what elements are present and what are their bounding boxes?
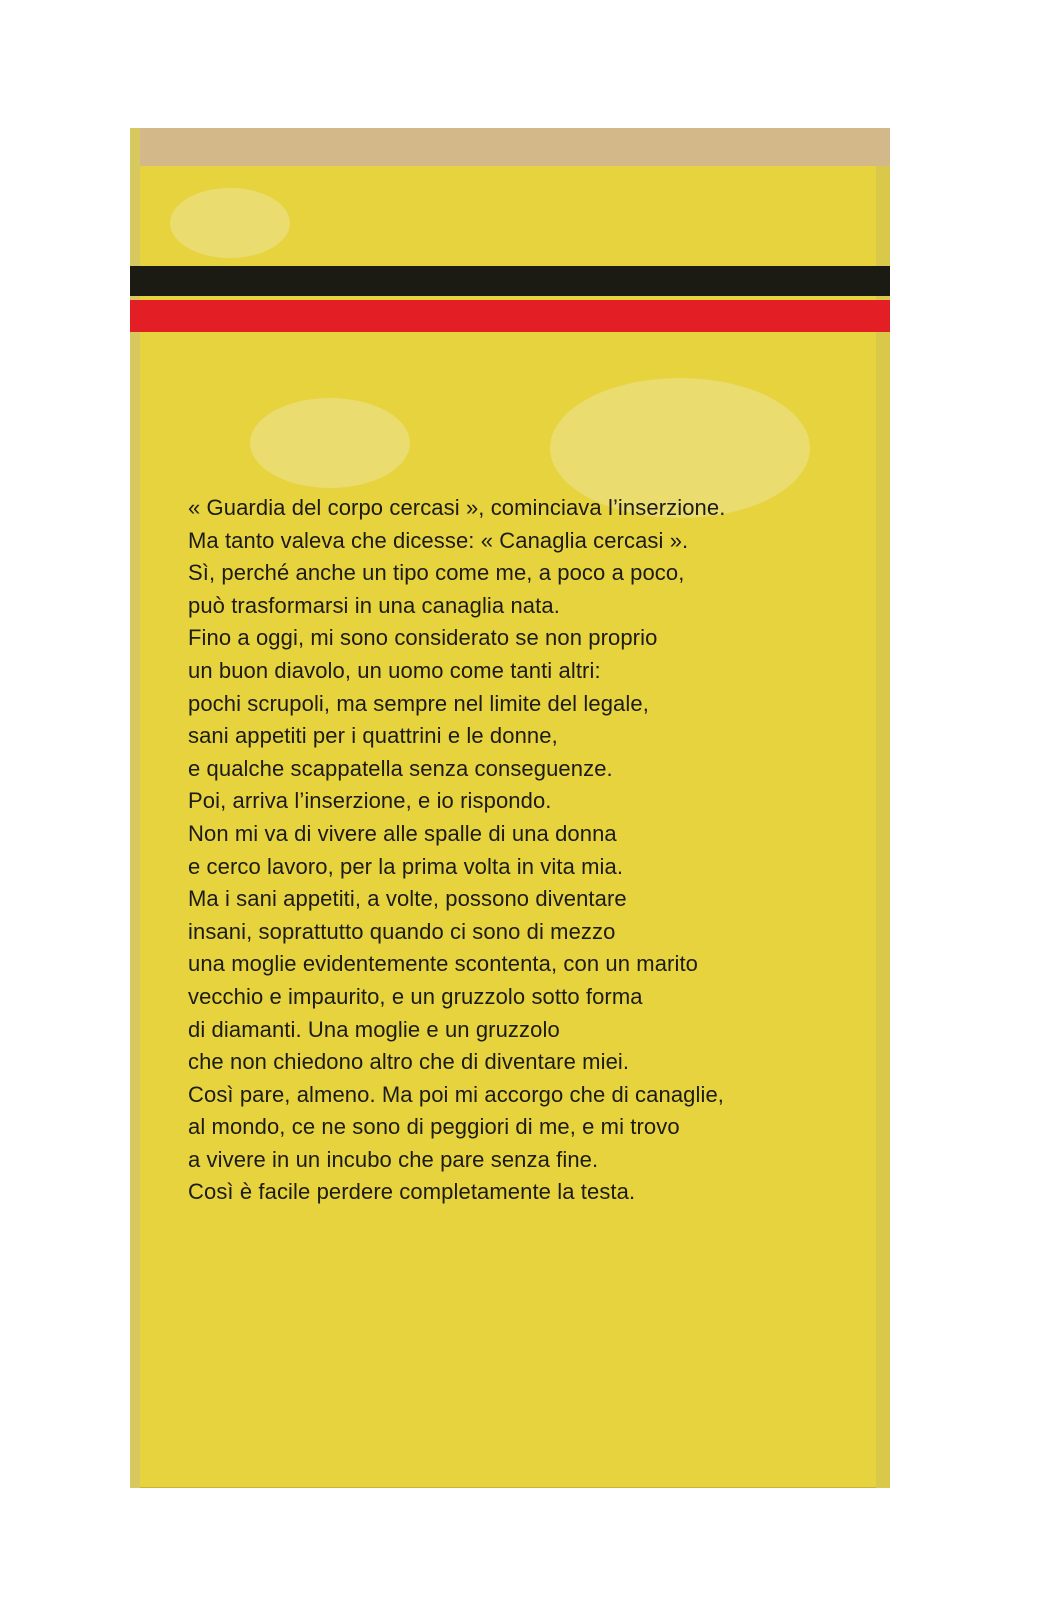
blurb-line: e qualche scappatella senza conseguenze. xyxy=(188,755,613,781)
blurb-line: un buon diavolo, un uomo come tanti altri: xyxy=(188,657,601,683)
blurb-line: e cerco lavoro, per la prima volta in vita mia. xyxy=(188,853,624,879)
paper-stain xyxy=(250,398,410,488)
blurb-line: può trasformarsi in una canaglia nata. xyxy=(188,592,560,618)
book-top-edge xyxy=(130,128,890,166)
book-right-edge xyxy=(876,166,890,1488)
red-stripe xyxy=(130,300,890,332)
paper-stain xyxy=(170,188,290,258)
blurb-line: di diamanti. Una moglie e un gruzzolo xyxy=(188,1016,560,1042)
blurb-line: Fino a oggi, mi sono considerato se non proprio xyxy=(188,625,658,651)
blurb-line: al mondo, ce ne sono di peggiori di me, e mi trovo xyxy=(188,1114,680,1140)
blurb-line: Sì, perché anche un tipo come me, a poco a poco, xyxy=(188,560,685,586)
blurb-line: Non mi va di vivere alle spalle di una donna xyxy=(188,820,617,846)
blurb-line: pochi scrupoli, ma sempre nel limite del legale, xyxy=(188,690,649,716)
blurb-line: Ma i sani appetiti, a volte, possono diventare xyxy=(188,886,627,912)
book-spine-edge xyxy=(130,128,140,1488)
blurb-text xyxy=(188,492,868,1209)
blurb-line: che non chiedono altro che di diventare miei. xyxy=(188,1049,630,1075)
blurb-line: Poi, arriva l’inserzione, e io rispondo. xyxy=(188,788,552,814)
blurb-line: Così è facile perdere completamente la testa. xyxy=(188,1179,636,1205)
blurb-line: una moglie evidentemente scontenta, con un marito xyxy=(188,951,698,977)
black-stripe xyxy=(130,266,890,296)
blurb-line: Così pare, almeno. Ma poi mi accorgo che di canaglie, xyxy=(188,1081,725,1107)
blurb-line: « Guardia del corpo cercasi », cominciava l’inserzione. xyxy=(188,495,726,520)
blurb-line: Ma tanto valeva che dicesse: « Canaglia cercasi ». xyxy=(188,527,689,553)
blurb-line: a vivere in un incubo che pare senza fine. xyxy=(188,1146,599,1172)
blurb-line: vecchio e impaurito, e un gruzzolo sotto forma xyxy=(188,983,643,1009)
blurb-line: insani, soprattutto quando ci sono di mezzo xyxy=(188,918,616,944)
book-back-cover xyxy=(130,128,890,1488)
blurb-line: sani appetiti per i quattrini e le donne, xyxy=(188,723,558,749)
